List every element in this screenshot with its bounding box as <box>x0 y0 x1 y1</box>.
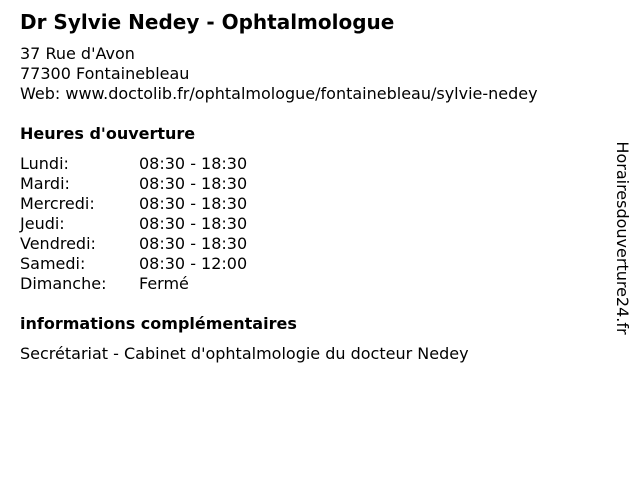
hours-row-sunday <box>20 274 320 294</box>
opening-hours-table <box>20 154 320 294</box>
opening-hours-heading: Heures d'ouverture <box>20 124 196 143</box>
hours-row-friday <box>20 234 320 254</box>
hours-time: Fermé <box>139 274 189 293</box>
address-web: Web: www.doctolib.fr/ophtalmologue/fontainebleau/sylvie-nedey <box>20 84 538 103</box>
hours-row-thursday <box>20 214 320 234</box>
hours-day: Dimanche: <box>20 274 107 293</box>
page-title: Dr Sylvie Nedey - Ophtalmologue <box>20 10 395 34</box>
hours-day: Samedi: <box>20 254 86 273</box>
site-watermark: Horairesdouverture24.fr <box>613 141 632 335</box>
hours-time: 08:30 - 18:30 <box>139 214 248 233</box>
hours-row-wednesday <box>20 194 320 214</box>
hours-time: 08:30 - 18:30 <box>139 234 248 253</box>
address-street: 37 Rue d'Avon <box>20 44 135 63</box>
hours-day: Mercredi: <box>20 194 95 213</box>
hours-day: Jeudi: <box>20 214 65 233</box>
hours-day: Lundi: <box>20 154 69 173</box>
hours-row-monday <box>20 154 320 174</box>
hours-day: Mardi: <box>20 174 70 193</box>
additional-info-heading: informations complémentaires <box>20 314 297 333</box>
hours-row-saturday <box>20 254 320 274</box>
hours-day: Vendredi: <box>20 234 96 253</box>
hours-time: 08:30 - 18:30 <box>139 194 248 213</box>
additional-info-text: Secrétariat - Cabinet d'ophtalmologie du docteur Nedey <box>20 344 469 363</box>
address-block <box>20 44 538 104</box>
hours-row-tuesday <box>20 174 320 194</box>
address-city: 77300 Fontainebleau <box>20 64 190 83</box>
hours-time: 08:30 - 12:00 <box>139 254 248 273</box>
hours-time: 08:30 - 18:30 <box>139 174 248 193</box>
hours-time: 08:30 - 18:30 <box>139 154 248 173</box>
